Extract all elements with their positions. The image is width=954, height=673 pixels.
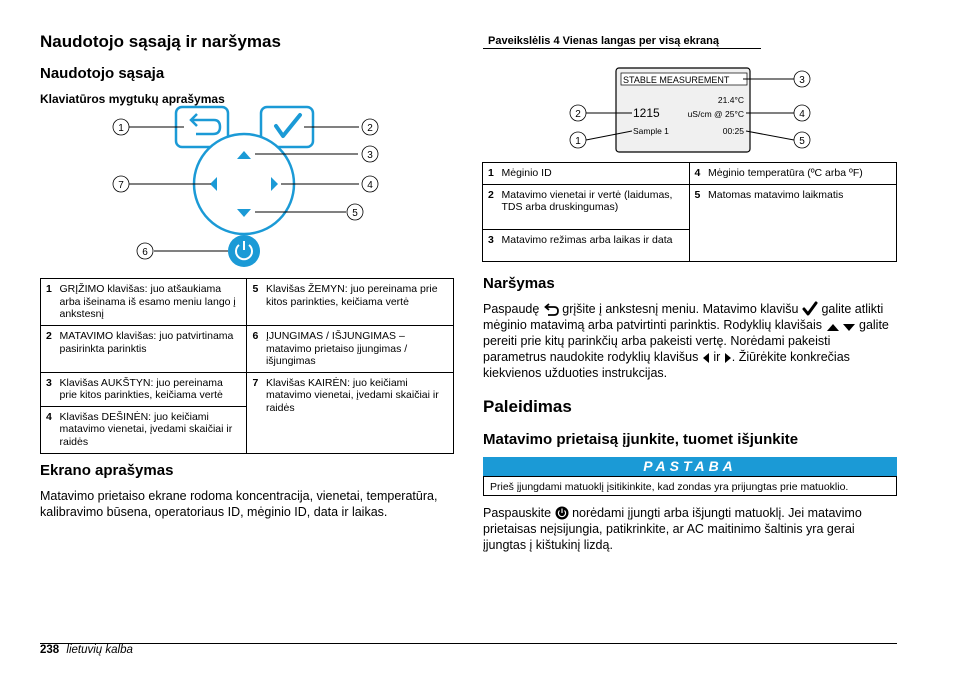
table-row: 2 Matavimo vienetai ir vertė (laidumas, TDS arba druskingumas) 5 Matomas matavimo laikmatis: [483, 184, 897, 229]
footer: [40, 643, 133, 657]
footer-rule: [40, 643, 897, 644]
power-icon: [555, 506, 569, 520]
power-button-outline: [228, 235, 260, 267]
display-time: 00:25: [722, 126, 744, 136]
display-callout-3: 3: [799, 75, 805, 86]
display-callout-5: 5: [799, 136, 805, 147]
table-row: 3 Matavimo režimas arba laikas ir data: [483, 229, 897, 261]
start-heading: Paleidimas: [483, 397, 572, 416]
display-temp: 21.4°C: [717, 95, 744, 105]
screen-heading: Ekrano aprašymas: [40, 462, 174, 479]
nav-paragraph: Paspaudę grįšite į ankstesnį meniu. Matavimo klavišu galite atlikti mėginio matavimą arba patvirtinti parinktis. Rodyklių klavišais galite pereiti prie kitų parinkčių arba pakeisti vertę. Norėdami pakeisti parametrus naudokite rodyklių klavišus ir . Žiūrėkite konkrečias kiekvienos užduoties instrukcijas.: [483, 302, 889, 380]
footer-language: lietuvių kalba: [66, 644, 133, 656]
display-mode: STABLE MEASUREMENT: [623, 75, 730, 85]
table-row: 4 Klavišas DEŠINĖN: juo keičiami matavimo vienetai, įvedami skaičiai ir raidės: [41, 406, 454, 453]
page-number: 238: [40, 644, 60, 656]
onoff-heading: Matavimo prietaisą įjunkite, tuomet išjunkite: [483, 431, 799, 448]
table-row: 1 GRĮŽIMO klavišas: juo atšaukiama arba išeinama iš esamo meniu lango į ankstesnį 5 Klavišas ŽEMYN: juo pereinama prie kitos parinkties, keičiama vertė: [41, 279, 454, 326]
note-text: Prieš įjungdami matuoklį įsitikinkite, kad zondas yra prijungtas prie matuoklio.: [483, 476, 897, 496]
nav-heading: Naršymas: [483, 275, 555, 292]
screen-description: Matavimo prietaiso ekrane rodoma koncentracija, vienetai, temperatūra, kalibravimo būsena, operatoriaus ID, mėginio ID, data ir laikas.: [40, 489, 438, 519]
keypad-diagram: [100, 100, 400, 270]
callout-6: 6: [142, 247, 148, 258]
callout-7: 7: [118, 180, 124, 191]
callout-4: 4: [367, 180, 373, 191]
callout-1: 1: [118, 123, 124, 134]
note-label: PASTABA: [483, 457, 897, 476]
callout-2: 2: [367, 123, 373, 134]
arrow-up-down-icon: [826, 322, 856, 332]
section-title-interface: Naudotojo sąsaja: [40, 65, 165, 82]
figure-caption: Paveikslėlis 4 Vienas langas per visą ekraną: [483, 35, 761, 49]
display-callout-2: 2: [575, 109, 581, 120]
arrow-right-icon: [724, 352, 732, 364]
table-row: 3 Klavišas AUKŠTYN: juo pereinama prie kitos parinkties, keičiama vertė 7 Klavišas KAIRĖN: juo keičiami matavimo vienetai, įvedami skaičiai ir raidės: [41, 372, 454, 406]
display-table: [482, 162, 897, 262]
page-title: Naudotojo sąsają ir naršymas: [40, 32, 281, 51]
keypad-table: [40, 278, 454, 454]
display-unit: uS/cm @ 25°C: [687, 109, 744, 119]
back-icon: [543, 303, 559, 316]
display-callout-1: 1: [575, 136, 581, 147]
callout-5: 5: [352, 208, 358, 219]
power-paragraph: Paspauskite norėdami įjungti arba išjungti matuoklį. Jei matavimo prietaisas neįsijungia, patikrinkite, ar AC maitinimo šaltinis yra gerai įjungtas į kištukinį lizdą.: [483, 506, 862, 552]
callout-3: 3: [367, 150, 373, 161]
checkmark-icon: [802, 301, 818, 316]
display-diagram: [560, 62, 820, 158]
note-box: [483, 457, 897, 496]
table-row: 1 Mėginio ID 4 Mėginio temperatūra (ºC arba ºF): [483, 163, 897, 185]
arrow-left-icon: [702, 352, 710, 364]
display-callout-4: 4: [799, 109, 805, 120]
display-value: 1215: [633, 106, 660, 120]
keypad-heading: Klaviatūros mygtukų aprašymas: [40, 92, 225, 106]
display-sample: Sample 1: [633, 126, 669, 136]
table-row: 2 MATAVIMO klavišas: juo patvirtinama pasirinkta parinktis 6 ĮJUNGIMAS / IŠJUNGIMAS – matavimo prietaiso įjungimas / išjungimas: [41, 326, 454, 373]
